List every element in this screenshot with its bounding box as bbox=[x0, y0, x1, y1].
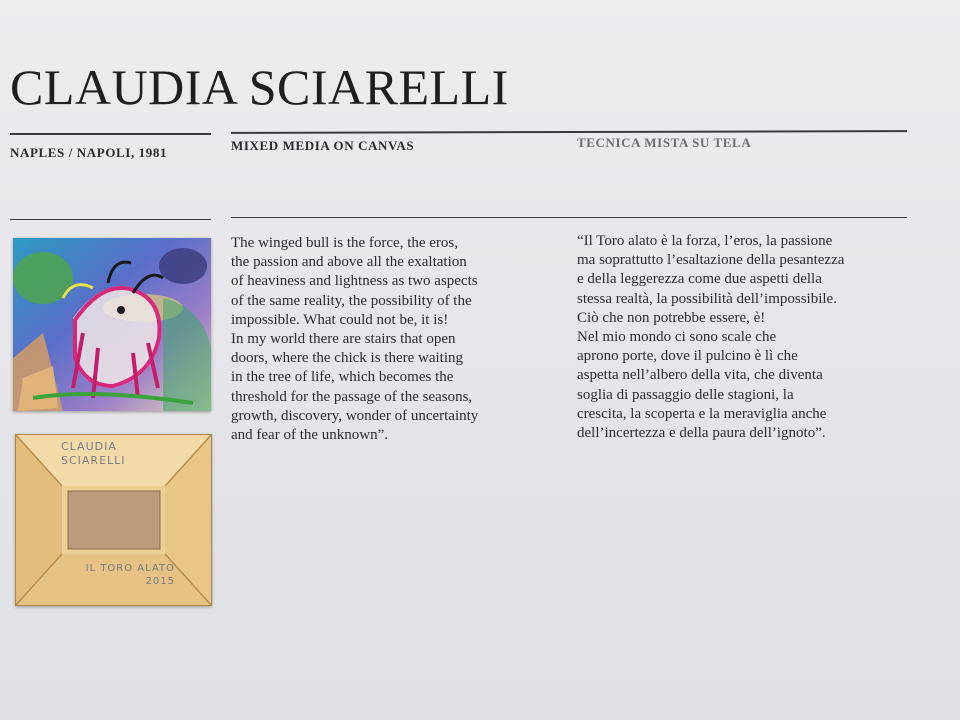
rule-medium-top bbox=[231, 130, 907, 133]
signature-handwriting: CLAUDIA SCIARELLI bbox=[61, 440, 126, 467]
description-italian: “Il Toro alato è la forza, l’eros, la passione ma soprattutto l’esaltazione della pesantezza e della leggerezza come due aspetti della stessa realtà, la possibilità dell’impossibile. Ciò che non potrebbe essere, è! Nel mio mondo ci sono scale che aprono porte, dove il pulcino è lì che aspetta nell’albero della vita, che diventa soglia di passaggio delle stagioni, la crescita, la scoperta e la meraviglia anche dell’incertezza e della paura dell’ignoto”. bbox=[577, 233, 845, 442]
artwork-painting-image bbox=[13, 238, 211, 411]
medium-it-label: TECNICA MISTA SU TELA bbox=[577, 135, 752, 150]
origin-label: NAPLES / NAPOLI, 1981 bbox=[10, 145, 168, 160]
rule-origin-bottom bbox=[10, 219, 211, 220]
rule-origin-top bbox=[10, 133, 211, 135]
winged-bull-painting bbox=[13, 238, 211, 411]
medium-en-label: MIXED MEDIA ON CANVAS bbox=[231, 138, 415, 153]
artwork-back-image bbox=[15, 434, 212, 606]
description-english: The winged bull is the force, the eros, the passion and above all the exaltation of heaviness and lightness as two aspects of the same reality, the possibility of the impossible. What could not be, it is! In my world there are stairs that open doors, where the chick is there waiting in the tree of life, which becomes the threshold for the passage of the seasons, growth, discovery, wonder of uncertainty and fear of the unknown”. bbox=[231, 235, 479, 444]
rule-medium-bottom bbox=[231, 217, 907, 218]
inscription-handwriting: IL TORO ALATO 2015 bbox=[85, 563, 175, 587]
artist-name: CLAUDIA SCIARELLI bbox=[10, 58, 509, 115]
